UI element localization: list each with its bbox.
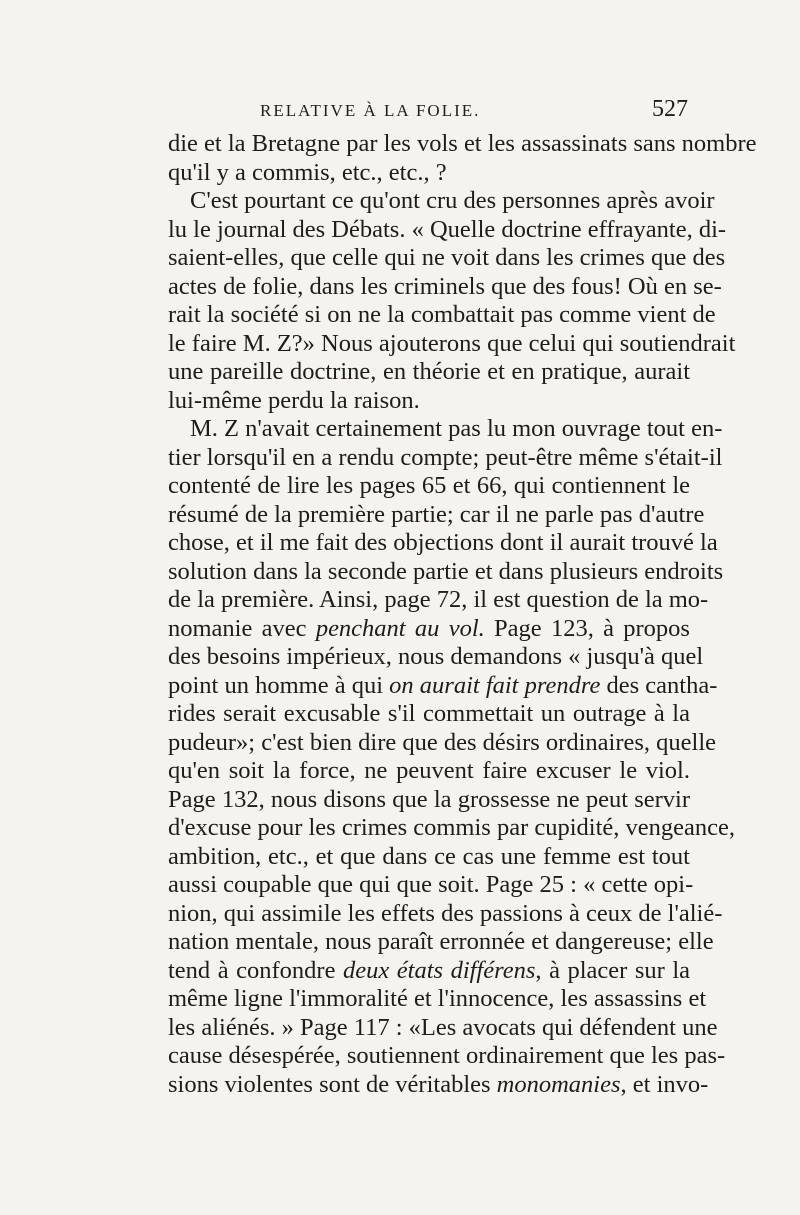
text-line [168, 957, 690, 986]
text-line [168, 985, 707, 1014]
text-segment: actes de folie, dans les criminels que des fous! Où en se- [168, 272, 722, 300]
text-line [168, 215, 727, 245]
page-header [168, 96, 688, 126]
text-segment: même ligne l'immoralité et l'innocence, les assassins et [168, 985, 707, 1012]
text-line [168, 757, 690, 786]
text-segment: , à placer sur la [535, 956, 691, 984]
text-line [168, 272, 722, 302]
text-line [168, 728, 717, 758]
text-segment: nomanie avec [168, 614, 316, 642]
text-segment: tier lorsqu'il en a rendu compte; peut-être même s'était-il [168, 443, 723, 471]
text-segment: die et la Bretagne par les vols et les assassinats sans nombre [168, 130, 757, 157]
text-segment: pudeur»; c'est bien dire que des désirs ordinaires, quelle [168, 728, 717, 756]
text-segment: rides serait excusable s'il commettait un outrage à la [168, 700, 690, 727]
running-title: RELATIVE À LA FOLIE. [260, 101, 481, 120]
text-line [168, 671, 718, 701]
page-number: 527 [652, 96, 688, 122]
text-line [168, 358, 690, 387]
text-segment: chose, et il me fait des objections dont il aurait trouvé la [168, 529, 718, 556]
text-segment: contenté de lire les pages 65 et 66, qui contiennent le [168, 472, 690, 499]
text-line [168, 871, 694, 900]
text-line [168, 130, 757, 159]
text-segment: d'excuse pour les crimes commis par cupidité, vengeance, [168, 814, 736, 841]
text-line [168, 643, 704, 672]
text-line [168, 928, 714, 957]
text-segment: tend à confondre [168, 956, 343, 984]
text-segment: nation mentale, nous paraît erronnée et dangereuse; elle [168, 928, 714, 955]
text-line [168, 529, 718, 558]
text-line [168, 1042, 726, 1071]
italic-segment: penchant au vol. [315, 614, 485, 642]
text-line [168, 615, 690, 644]
text-segment: des besoins impérieux, nous demandons « jusqu'à quel [168, 643, 704, 670]
text-line [168, 187, 715, 216]
text-segment: lui-même perdu la raison. [168, 386, 420, 414]
text-segment: qu'en soit la force, ne peuvent faire excuser le viol. [168, 757, 690, 784]
text-segment: cause désespérée, soutiennent ordinairement que les pas- [168, 1042, 726, 1069]
text-segment: C'est pourtant ce qu'ont cru des personnes après avoir [190, 187, 715, 214]
text-segment: une pareille doctrine, en théorie et en pratique, aurait [168, 358, 690, 385]
body-text [168, 130, 757, 1099]
text-line [168, 301, 716, 330]
text-segment: nion, qui assimile les effets des passions à ceux de l'alié- [168, 899, 723, 927]
text-line [168, 786, 690, 815]
text-segment: aussi coupable que qui que soit. Page 25 : « cette opi- [168, 871, 694, 898]
text-segment: , et invo- [620, 1070, 709, 1098]
text-segment: sions violentes sont de véritables [168, 1070, 497, 1098]
text-segment: Page 123, à propos [484, 614, 690, 642]
text-segment: ambition, etc., et que dans ce cas une femme est tout [168, 842, 690, 870]
text-line [168, 586, 709, 615]
italic-segment: monomanies [496, 1070, 621, 1098]
text-segment: solution dans la seconde partie et dans plusieurs endroits [168, 557, 724, 585]
text-line [168, 1013, 718, 1043]
text-segment: lu le journal des Débats. « Quelle doctrine effrayante, di- [168, 215, 727, 243]
text-line [168, 814, 736, 843]
text-segment: le faire M. Z?» Nous ajouterons que celui qui soutiendrait [168, 329, 736, 357]
text-segment: point un homme à qui [168, 671, 390, 699]
text-line [168, 443, 723, 473]
text-segment: de la première. Ainsi, page 72, il est question de la mo- [168, 586, 709, 613]
text-segment: saient-elles, que celle qui ne voit dans les crimes que des [168, 244, 726, 271]
italic-segment: deux états différens [342, 956, 536, 984]
italic-segment: on aurait fait prendre [389, 671, 601, 699]
text-line [168, 329, 736, 359]
text-segment: des cantha- [600, 671, 718, 699]
text-segment: les aliénés. » Page 117 : «Les avocats qui défendent une [168, 1013, 718, 1041]
text-line [168, 500, 705, 530]
text-line [168, 700, 690, 729]
text-line [168, 557, 724, 587]
text-segment: rait la société si on ne la combattait pas comme vient de [168, 301, 716, 328]
text-line [168, 244, 726, 273]
text-segment: qu'il y a commis, etc., etc., ? [168, 158, 447, 186]
text-segment: résumé de la première partie; car il ne parle pas d'autre [168, 500, 705, 528]
text-line [168, 415, 723, 444]
text-line [168, 472, 690, 501]
text-line [168, 899, 723, 929]
text-segment: M. Z n'avait certainement pas lu mon ouvrage tout en- [190, 415, 723, 442]
text-line [168, 159, 690, 188]
text-line [168, 387, 690, 416]
text-line [168, 1070, 709, 1100]
text-segment: Page 132, nous disons que la grossesse ne peut servir [168, 785, 690, 813]
text-line [168, 843, 690, 872]
